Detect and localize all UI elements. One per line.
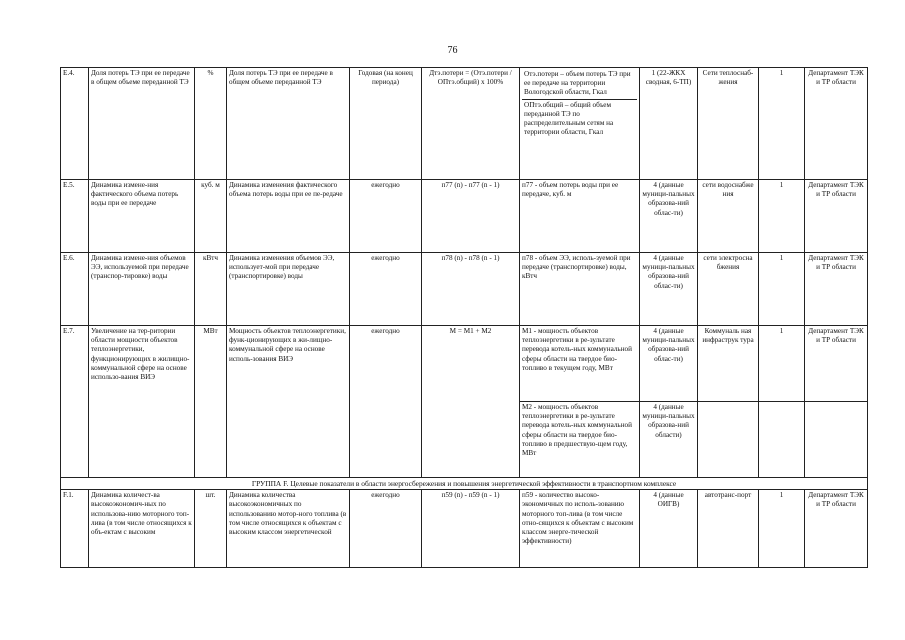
row-code: Е.5. bbox=[61, 180, 89, 253]
group-header: ГРУППА F. Целевые показатели в области энергосбережения и повышения энергетической эффективности в транспортном комплексе bbox=[61, 478, 868, 490]
level: 1 bbox=[759, 180, 805, 253]
formula: п77 (n) - п77 (n - 1) bbox=[422, 180, 520, 253]
periodicity: Годовая (на конец периода) bbox=[350, 68, 422, 180]
level: 1 bbox=[759, 490, 805, 568]
sector: сети водоснабже ния bbox=[698, 180, 759, 253]
indicator-name: Динамика измене-ния фактического объема потерь воды при ее передаче bbox=[89, 180, 195, 253]
table-row bbox=[61, 490, 868, 568]
data-source: 4 (данные муници-пальных образова-ний облас-ти) bbox=[640, 326, 698, 402]
level: 1 bbox=[759, 253, 805, 326]
formula: п78 (n) - п78 (n - 1) bbox=[422, 253, 520, 326]
formula: п59 (n) - п59 (n - 1) bbox=[422, 490, 520, 568]
periodicity: ежегодно bbox=[350, 490, 422, 568]
row-code: Е.7. bbox=[61, 326, 89, 478]
indicator-name: Доля потерь ТЭ при ее передаче в общем объеме переданной ТЭ bbox=[89, 68, 195, 180]
definition: Динамика изменения объемов ЭЭ, использует-мой при передаче (транспортировке) воды bbox=[227, 253, 350, 326]
indicator-name: Динамика измене-ния объемов ЭЭ, используемой при передаче (транспор-тировке) воды bbox=[89, 253, 195, 326]
page-number: 76 bbox=[447, 45, 458, 56]
variable-description: п59 - количество высоко-экономичных по исполь-зованию моторного топ-лива (в том числе отно-сящихся к объектам с высоким классом энерге-тической эффективности) bbox=[520, 490, 640, 568]
responsible: Департамент ТЭК и ТР области bbox=[805, 68, 868, 180]
unit: % bbox=[195, 68, 227, 180]
data-source: 4 (данные ОИГВ) bbox=[640, 490, 698, 568]
periodicity: ежегодно bbox=[350, 253, 422, 326]
variable-description: М1 - мощность объектов теплоэнергетики в ре-зультате перевода котель-ных коммунальной сферы области на твердое био-топливо в текущем году, МВт bbox=[520, 326, 640, 402]
table-row bbox=[61, 180, 868, 253]
data-source: 4 (данные муници-пальных образова-ний облас-ти) bbox=[640, 253, 698, 326]
unit: кВтч bbox=[195, 253, 227, 326]
responsible: Департамент ТЭК и ТР области bbox=[805, 180, 868, 253]
row-code: F.1. bbox=[61, 490, 89, 568]
indicators-table bbox=[60, 67, 868, 568]
periodicity: ежегодно bbox=[350, 180, 422, 253]
variable-description: п78 - объем ЭЭ, исполь-зуемой при передаче (транспортировке) воды, кВтч bbox=[520, 253, 640, 326]
definition: Доля потерь ТЭ при ее передаче в общем объеме переданной ТЭ bbox=[227, 68, 350, 180]
unit: куб. м bbox=[195, 180, 227, 253]
responsible: Департамент ТЭК и ТР области bbox=[805, 326, 868, 402]
periodicity: ежегодно bbox=[350, 326, 422, 478]
sector: Коммуналь ная инфраструк тура bbox=[698, 326, 759, 402]
row-code: E.4. bbox=[61, 68, 89, 180]
data-source: 1 (22-ЖКХ сводная, 6-ТП) bbox=[640, 68, 698, 180]
row-code: Е.6. bbox=[61, 253, 89, 326]
responsible: Департамент ТЭК и ТР области bbox=[805, 490, 868, 568]
variable-description: М2 - мощность объектов теплоэнергетики в ре-зультате перевода котель-ных коммунальной сферы области на твердое био-топливо в предшествую-щем году, МВт bbox=[520, 402, 640, 478]
level: 1 bbox=[759, 326, 805, 402]
variable-description: ОПтэ.общий – общий объем переданной ТЭ по распределительным сетям на территории области, Гкал bbox=[524, 100, 614, 137]
data-source: 4 (данные муници-пальных образова-ний области) bbox=[640, 402, 698, 478]
variables-cell bbox=[520, 68, 640, 180]
table-row bbox=[61, 68, 868, 180]
variable-description: Отэ.потери – объем потерь ТЭ при ее передаче на территории Вологодской области, Гкал bbox=[522, 69, 637, 100]
definition: Динамика количества высокоэкономичных по использованию мотор-ного топлива (в том числе относящихся к объектам с высоким классом энергетической bbox=[227, 490, 350, 568]
formula: М = М1 + М2 bbox=[422, 326, 520, 478]
data-source: 4 (данные муници-пальных образова-ний облас-ти) bbox=[640, 180, 698, 253]
responsible: Департамент ТЭК и ТР области bbox=[805, 253, 868, 326]
definition: Динамика изменения фактического объема потерь воды при ее пе-редаче bbox=[227, 180, 350, 253]
sector: Сети теплоснаб-жения bbox=[698, 68, 759, 180]
table-row bbox=[61, 326, 868, 402]
variable-description: п77 - объем потерь воды при ее передаче, куб. м bbox=[520, 180, 640, 253]
table-row bbox=[61, 253, 868, 326]
group-header-row bbox=[61, 478, 868, 490]
indicator-name: Увеличение на тер-ритории области мощности объектов теплоэнергетики, функционирующих в жилищно-коммунальной сфере на основе использо-вания ВИЭ bbox=[89, 326, 195, 478]
unit: шт. bbox=[195, 490, 227, 568]
definition: Мощность объектов теплоэнергетики, функ-ционирующих в жи-лищно-коммунальной сфере на основе исполь-зования ВИЭ bbox=[227, 326, 350, 478]
formula: Дтэ.потери = (Отэ.потери / ОПтэ.общий) х 100% bbox=[422, 68, 520, 180]
level: 1 bbox=[759, 68, 805, 180]
sector: сети электросна бжения bbox=[698, 253, 759, 326]
sector: автотранс-порт bbox=[698, 490, 759, 568]
indicator-name: Динамика количест-ва высокоэкономич-ных по использова-нию моторного топ-лива (в том числе относящихся к объ-ектам с высоким bbox=[89, 490, 195, 568]
unit: МВт bbox=[195, 326, 227, 478]
